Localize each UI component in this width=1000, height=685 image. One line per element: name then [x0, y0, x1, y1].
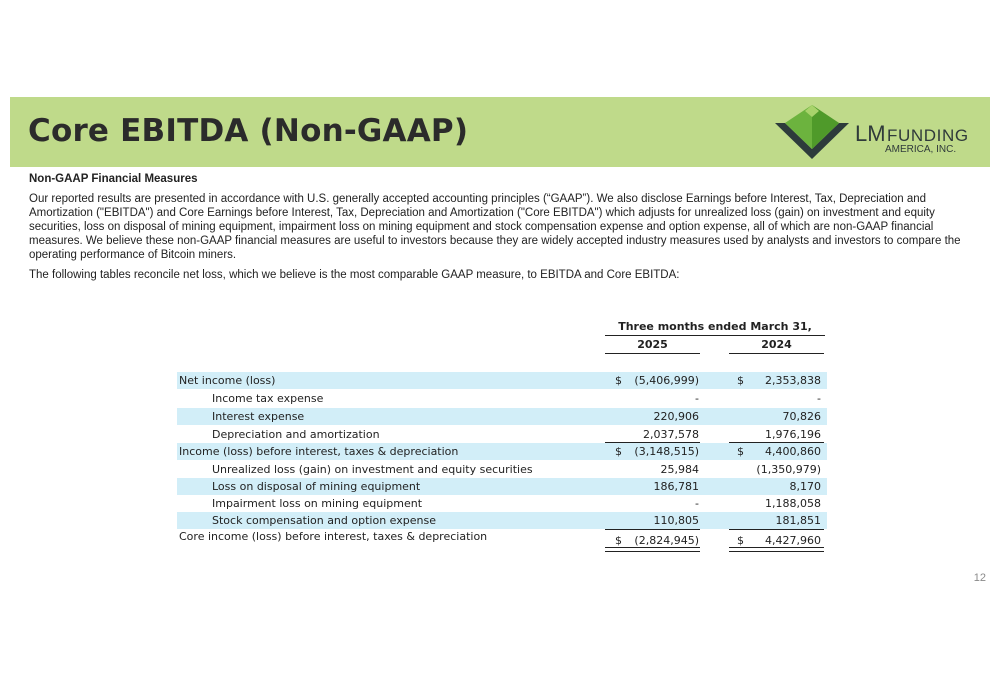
row-label: Depreciation and amortization: [212, 428, 380, 441]
page-title: Core EBITDA (Non-GAAP): [28, 113, 469, 149]
reconcile-paragraph: The following tables reconcile net loss, which we believe is the most comparable GAAP measure, to EBITDA and Core EBITDA:: [29, 269, 680, 281]
table-row: [177, 408, 827, 425]
table-row: [177, 495, 827, 512]
year-header-2024: 2024: [729, 338, 824, 354]
value-2024: 1,976,196: [765, 428, 821, 441]
value-2024: 4,427,960: [765, 534, 821, 547]
body-text: [29, 173, 969, 288]
logo-text-lm: LM: [855, 121, 886, 146]
value-2024: 2,353,838: [765, 374, 821, 387]
dollar-sign: $: [615, 445, 622, 458]
table-row: [177, 512, 827, 529]
value-2024: 181,851: [775, 514, 821, 527]
row-label: Core income (loss) before interest, taxes & depreciation: [179, 530, 488, 543]
row-label: Loss on disposal of mining equipment: [212, 480, 421, 493]
company-logo: [767, 101, 982, 163]
table-row: [177, 372, 827, 389]
value-2025: 186,781: [653, 480, 699, 493]
value-2025: (2,824,945): [634, 534, 699, 547]
value-2025: 2,037,578: [643, 428, 699, 441]
year-header-2025: 2025: [605, 338, 700, 354]
diamond-logo-icon: [767, 101, 857, 163]
row-label: Net income (loss): [179, 374, 276, 387]
table-row: [177, 443, 827, 460]
row-label: Impairment loss on mining equipment: [212, 497, 423, 510]
value-2024: (1,350,979): [756, 463, 821, 476]
value-2025: -: [695, 497, 699, 510]
value-2025: -: [695, 392, 699, 405]
value-2025: 110,805: [653, 514, 699, 527]
dollar-sign: $: [737, 534, 744, 547]
row-label: Income (loss) before interest, taxes & depreciation: [179, 445, 459, 458]
table-row: [177, 390, 827, 407]
logo-text-funding: FUNDING: [887, 126, 969, 145]
title-banner: [10, 97, 990, 167]
value-2024: -: [817, 392, 821, 405]
logo-text-sub: AMERICA, INC.: [885, 144, 957, 155]
total-double-rule: [605, 547, 700, 552]
dollar-sign: $: [737, 374, 744, 387]
table-row: [177, 530, 827, 547]
dollar-sign: $: [615, 374, 622, 387]
row-label: Income tax expense: [212, 392, 324, 405]
table-row: [177, 426, 827, 443]
section-subheading: Non-GAAP Financial Measures: [29, 173, 198, 185]
value-2024: 4,400,860: [765, 445, 821, 458]
value-2025: (3,148,515): [634, 445, 699, 458]
value-2025: 220,906: [653, 410, 699, 423]
value-2024: 1,188,058: [765, 497, 821, 510]
value-2025: 25,984: [660, 463, 699, 476]
row-label: Unrealized loss (gain) on investment and equity securities: [212, 463, 533, 476]
value-2024: 8,170: [789, 480, 821, 493]
table-row: [177, 478, 827, 495]
value-2024: 70,826: [782, 410, 821, 423]
total-double-rule: [729, 547, 824, 552]
row-label: Interest expense: [212, 410, 305, 423]
page-number: 12: [973, 572, 986, 584]
intro-paragraph: Our reported results are presented in accordance with U.S. generally accepted accounting principles (“GAAP”). We also disclose Earnings before Interest, Tax, Depreciation and Amortization ("EBITDA") and Core Earnings before Interest, Tax, Depreciation and Amortization ("Core EBITDA") which adjusts for unrealized loss (gain) on investment and equity securities, loss on disposal of mining equipment, impairment loss on mining equipment and stock compensation expense and option expense, all of which are non-GAAP financial measures. We believe these non-GAAP financial measures are useful to investors because they are widely accepted industry measures used by analysts and investors to compare the operating performance of Bitcoin miners.: [29, 193, 961, 261]
dollar-sign: $: [615, 534, 622, 547]
row-label: Stock compensation and option expense: [212, 514, 436, 527]
value-2025: (5,406,999): [634, 374, 699, 387]
period-header: Three months ended March 31,: [605, 320, 825, 336]
reconciliation-table: [177, 320, 827, 560]
table-row: [177, 461, 827, 478]
dollar-sign: $: [737, 445, 744, 458]
